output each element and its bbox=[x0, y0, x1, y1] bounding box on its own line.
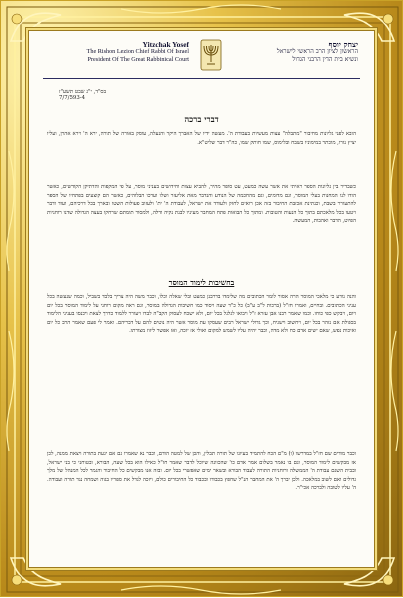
letter-page bbox=[29, 31, 374, 567]
english-letterhead bbox=[49, 41, 189, 63]
hebrew-title-line2: ונשיא בית הדין הרבני הגדול bbox=[292, 55, 358, 63]
letterhead bbox=[29, 31, 374, 89]
english-title-line2: President Of The Great Rabbinical Court bbox=[87, 55, 189, 63]
section-subtitle: בחשיבות לימוד המוסר bbox=[168, 278, 235, 287]
paragraph-4: וכבר מודים שם חז"ל במדרשו (ו) מ"ם הכח להתמיד בעיונו של תורה תבלין, והכן של למטה הודם, וכבר נא שאמרו גם אם יגעת בתורה ויצאת ממנה, לכן אז מבקשים לימוד המוסר, וגם בו נאמר בשלום אמר אדם כו' שהכוונה שיוכל לדבר שאמר חז"ל כאילו הוא בכל שעה, הבורא, ובטוחני כי בני ישראל, ובבית השגם עבודת ה' הממשלה ורוחניות התורה לעבוד הבורא ובשאר ימים שאפשרי בכל יום. ובזה אנו מבקשים כל החיבור והגמר לכל המנהל של מלך גדולים ואם לשוב במלאכה. ולכן יברך ה' את המחבר הנ"ל שחפץ בכבודו ובכבוד כל החיבורים כולם, ויזכה לגדל את ספריו בגוה ושמחה נגד תורה ועבודה. ה' עליו לטובה ולברכה אכי"ר. bbox=[47, 451, 356, 492]
paragraph-3: והנה נודע כי מלאכי המוסר הרה אסור לומר הכתובים מה שלימדו בדרבנן כמעט ובלי שאלה וכלו, וכבר משה היה צריך בלבד בשביל, וכמה שנעשה בכל עניני הכתובים. ובחיים, ואמרו חז"ל (ברכות ל"ב ע"ב) כל כ"ד שעה ויסוד כמו חשיבות הגדולה במוסר, וגם ראה מקום רוחני על לימוד המוסר בכל יום ויום, ויבקש כפי כוחו. וכמו שאמר רבנו אבן עזרא ז"ל ויבואו לגלגל בכל יום, ולא ישכח לעסוק הקב"ה לבדו ויעורר ללמוד כדרך לצאת ויכנסו בעניני הלימוד בסגולת אם נזהר בכל יום, ויחשוב וישגיח, וכך גדולי ישראל רבים שעסקו עת מוסר אשר היה נוטים להם על דבריהם. ואמר לי פעם שאמר הרב כל יום ואיכות נפש, שאם ישים אדם כח ולא מדה, וכבר יהיה עליו לשמש למקום ואולי אז יזכה, ואז אפשר ליזוז מצורתו. bbox=[47, 294, 356, 335]
english-name: Yitzchak Yosef bbox=[142, 40, 189, 49]
letter-reference: 7/7/593-4 bbox=[59, 95, 86, 102]
paragraph-2: כשבדיר בין גליונות הספר ראיתי את אשר עשה כמעט, עט סופר מהיר, להביא עצות וחידושים בעניני מוסר, על פי המקפות והדתיקן הקודשים, כאשר הודו לנו המחנות בעלי המוסר, וגם מדומים, וגם מהחכמה של הנודע והנדבר מאת אליעזר ושלו וערכו הבלוהים, כאשר הם קוצעים בפתחיו של הספר להתעורר בשבת, וכנתינת אכזבת החיבור בזה אכן רואים לחזק ולעודד את ישראל, לעבודת ה' ית' ולעזוב פעולות השטו ובארך בכל דרכיהם, ועוד ודבר ויטעו בכל מלאכתם בתוך כל הנעות והטובות. ומתוך כל הבואות פתח המחבר מעיניו לבנת נקיה ודלה, ולמסור תומתם שרחקו בעצה הגדולה שדנו רוחניות הפיוט, הדבר ואהבות, המעשה. bbox=[47, 184, 356, 225]
document-title: דברי ברכה bbox=[184, 114, 219, 124]
letter-date-ref bbox=[59, 89, 189, 102]
menorah-emblem-icon bbox=[200, 39, 222, 71]
header-divider bbox=[43, 78, 360, 79]
english-title-line1: The Rishon Lezion Chief Rabbi Of Israel bbox=[86, 48, 189, 56]
hebrew-title-line1: הראשון לציון הרב הראשי לישראל bbox=[276, 48, 358, 56]
letter-date: בס"ד, י"ג שבט תשע"ז bbox=[59, 89, 107, 95]
hebrew-name: יצחק יוסף bbox=[328, 40, 358, 49]
hebrew-letterhead bbox=[223, 41, 358, 63]
paragraph-1: הובא לפני גליונות מחיבור "מתבלה" עצות מעשיות בעבודת ה'. מעשה ידיו של האברך היקר והנעלה, עוסק באורה של תורה, ירא ה' וירא אהרן, ועליו יציץ נזרו, מוכתר במימוניו בשבח ובלימוס, שמו חותק שמו, כה"ר דבר שליט"א. bbox=[47, 131, 356, 146]
